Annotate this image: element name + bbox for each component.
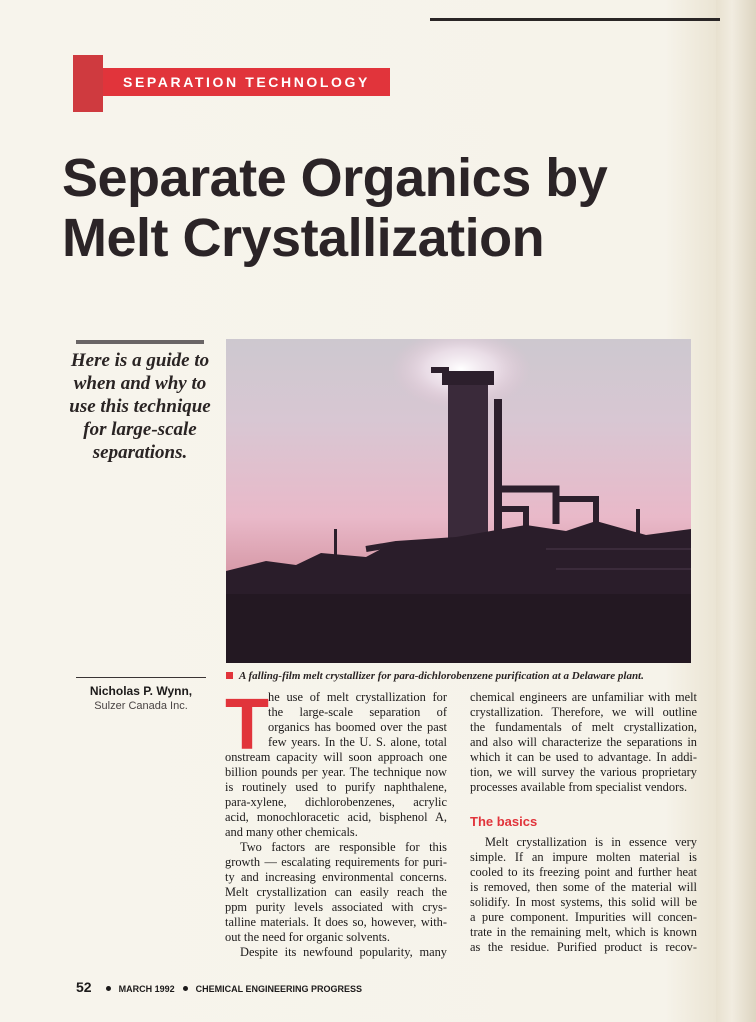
body-line: Despite its newfound popularity, many — [240, 945, 447, 959]
caption-text: A falling-film melt crystallizer for para-dichlorobenzene purification at a Delaware plant. — [239, 670, 644, 682]
body-line: talline materials. It does so, however, with- — [225, 915, 447, 929]
footer-bullet-icon — [106, 986, 111, 991]
facing-page-edge — [716, 0, 756, 1022]
body-line: out the need for organic solvents. — [225, 930, 390, 944]
issue-date: MARCH 1992 — [118, 984, 175, 994]
body-line: as the residue. Purified product is recov- — [470, 940, 697, 954]
body-line: a pure component. Impurities will concen- — [470, 910, 697, 924]
body-line: cooled to its freezing point and further heat — [470, 865, 697, 879]
body-line: is routinely used to purify naphthalene, — [225, 780, 447, 794]
body-line: the large-scale separation of — [268, 705, 447, 719]
body-line: chemical engineers are unfamiliar with melt — [470, 690, 697, 704]
body-line: is removed, then some of the material will — [470, 880, 697, 894]
body-line: Melt crystallization is in essence very — [485, 835, 697, 849]
body-line: trate in the remaining melt, which is known — [470, 925, 697, 939]
body-line: and many other chemicals. — [225, 825, 358, 839]
body-line: the fundamentals of melt crystallization, — [470, 720, 697, 734]
body-line: ppm purity levels associated with crys- — [225, 900, 447, 914]
body-line: processes available from specialist vendors. — [470, 780, 688, 794]
top-rule — [430, 18, 720, 21]
body-line: few years. In the U. S. alone, total — [268, 735, 447, 749]
section-marker-box — [73, 55, 103, 112]
author-affiliation: Sulzer Canada Inc. — [94, 700, 188, 712]
page-number: 52 — [76, 979, 92, 995]
page-footer — [76, 979, 362, 995]
deck-rule — [76, 340, 204, 344]
body-line: acid, monochloracetic acid, bisphenol A, — [225, 810, 447, 824]
body-line: solidify. In most systems, this solid will be — [470, 895, 697, 909]
body-line: crystallization. Therefore, we will outline — [470, 705, 697, 719]
section-subhead: The basics — [470, 814, 538, 829]
body-line: Two factors are responsible for this — [240, 840, 447, 854]
caption-bullet-icon — [226, 672, 233, 679]
photo-caption — [226, 670, 696, 682]
body-line: onstream capacity will soon approach one — [225, 750, 447, 764]
body-line: which it can be used to advantage. In addi- — [470, 750, 697, 764]
title-line-2: Melt Crystallization — [62, 208, 545, 268]
body-line: ty and increasing environmental concerns. — [225, 870, 447, 884]
body-line: organics has boomed over the past — [268, 720, 447, 734]
body-line: growth — escalating requirements for puri- — [225, 855, 447, 869]
body-line: simple. If an impure molten material is — [470, 850, 697, 864]
publication-name: CHEMICAL ENGINEERING PROGRESS — [195, 984, 362, 994]
article-deck: Here is a guide to when and why to use this technique for large-scale separations. — [69, 350, 211, 463]
body-line: para-xylene, dichlorobenzenes, acrylic — [225, 795, 447, 809]
byline-rule — [76, 677, 206, 678]
body-line: he use of melt crystallization for — [268, 690, 447, 704]
body-line: tion, we will survey the various proprietary — [470, 765, 697, 779]
article-title — [62, 148, 682, 268]
plant-silhouette-icon — [226, 339, 691, 663]
title-line-1: Separate Organics by — [62, 148, 608, 208]
body-line: billion pounds per year. The technique now — [225, 765, 447, 779]
industrial-plant-photo — [226, 339, 691, 663]
author-name: Nicholas P. Wynn, — [89, 684, 193, 698]
body-line: and also will characterize the separations in — [470, 735, 697, 749]
body-line: Melt crystallization can easily reach the — [225, 885, 447, 899]
footer-bullet-icon — [183, 986, 188, 991]
drop-cap: T — [225, 685, 269, 765]
section-label: SEPARATION TECHNOLOGY — [103, 68, 390, 96]
